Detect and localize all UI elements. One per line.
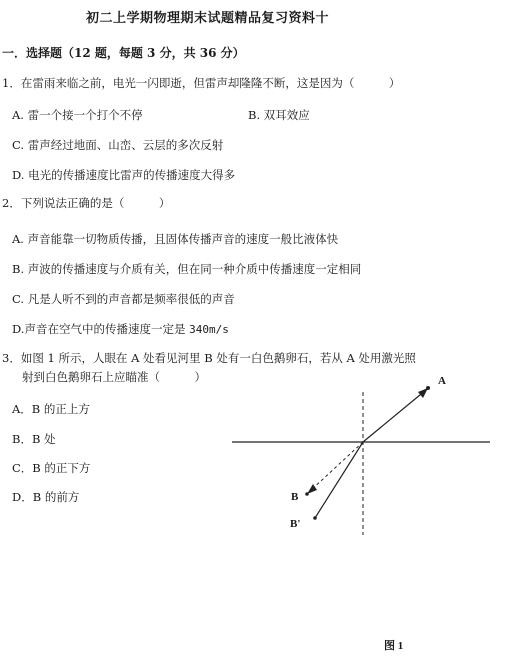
question-2-option-d-text: D.声音在空气中的传播速度一定是 <box>12 322 190 336</box>
page-title: 初二上学期物理期末试题精品复习资料十 <box>86 11 330 26</box>
label-a: A <box>438 375 446 387</box>
question-3-stem-line-2: 射到白色鹅卵石上应瞄准（ ） <box>22 370 206 384</box>
point-b-prime-dot <box>313 516 317 520</box>
question-3-option-a: A．B 的正上方 <box>12 402 90 416</box>
section-heading: 一．选择题（12 题，每题 3 分，共 36 分） <box>2 46 245 60</box>
question-2-option-a: A. 声音能靠一切物质传播，且固体传播声音的速度一般比液体快 <box>12 232 339 246</box>
ray-arrowhead-icon <box>418 388 428 398</box>
point-b-dot <box>305 492 309 496</box>
question-2-option-b: B. 声波的传播速度与介质有关，但在同一种介质中传播速度一定相同 <box>12 262 362 276</box>
refracted-ray-to-b-prime <box>315 442 363 518</box>
label-b: B <box>291 491 299 503</box>
question-1-stem: 1．在雷雨来临之前，电光一闪即逝，但雷声却隆隆不断，这是因为（ ） <box>2 76 401 90</box>
label-b-prime: B' <box>290 518 301 530</box>
question-2-option-d <box>12 322 229 337</box>
question-1-option-c: C. 雷声经过地面、山峦、云层的多次反射 <box>12 138 224 152</box>
point-a-dot <box>426 386 430 390</box>
question-3-option-b: B．B 处 <box>12 432 56 446</box>
question-3-option-d: D．B 的前方 <box>12 490 80 504</box>
apparent-ray-arrowhead-icon <box>307 484 317 494</box>
question-1-option-d: D. 电光的传播速度比雷声的传播速度大得多 <box>12 168 236 182</box>
apparent-ray-to-b <box>309 442 363 492</box>
question-2-option-d-value: 340m/s <box>189 323 229 336</box>
question-2-stem: 2．下列说法正确的是（ ） <box>2 196 171 210</box>
question-2-option-c: C. 凡是人听不到的声音都是频率很低的声音 <box>12 292 235 306</box>
question-1-option-a: A. 雷一个接一个打个不停 <box>12 108 143 122</box>
ray-a-to-surface <box>363 390 426 442</box>
question-3-stem-line-1: 3．如图 1 所示，人眼在 A 处看见河里 B 处有一白色鹅卵石，若从 A 处用激光照 <box>2 351 416 365</box>
question-3-option-c: C．B 的正下方 <box>12 461 91 475</box>
question-1-option-b: B. 双耳效应 <box>248 108 310 122</box>
figure-caption: 图 1 <box>384 640 404 652</box>
